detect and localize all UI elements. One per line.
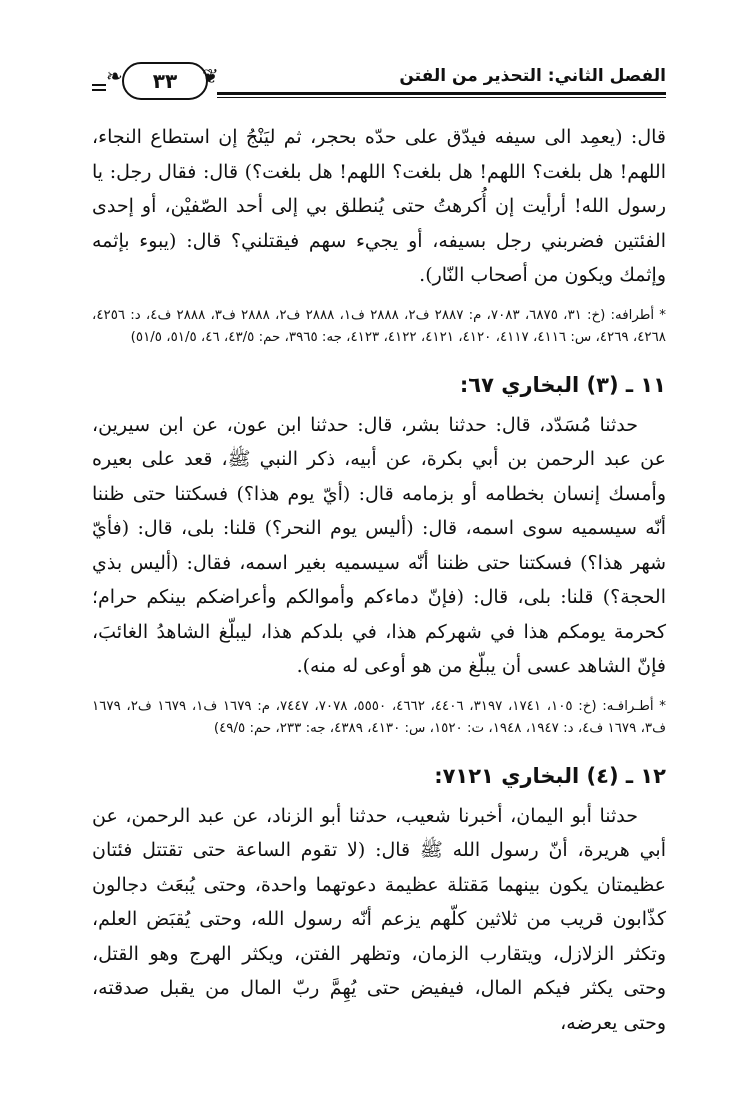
page-header <box>92 56 666 102</box>
header-dash <box>92 84 106 86</box>
hadith-heading: ١٢ ـ (٤) البخاري ٧١٢١: <box>434 763 666 788</box>
header-rule-thick <box>217 92 666 95</box>
header-dash <box>92 89 106 91</box>
header-rule-thin <box>217 97 666 98</box>
footnote-references: * أطرافه: (خ: ٣١، ٦٨٧٥، ٧٠٨٣، م: ٢٨٨٧ ف٢، ٢٨٨٨ ف١، ٢٨٨٨ ف٢، ٢٨٨٨ ف٣، ٢٨٨٨ ف٤، د: ٤٢٥٦، ٤٢٦٨، ٤٢٦٩، س: ٤١١٦، ٤١١٧، ٤١٢٠، ٤١٢١، ٤١٢٢، ٤١٢٣، جه: ٣٩٦٥، حم: ٤٣/٥، ٤٦، ٥١/٥، ٥١/٥) <box>92 307 666 345</box>
ornament-icon: ❦ <box>202 64 219 88</box>
hadith-heading: ١١ ـ (٣) البخاري ٦٧: <box>459 372 666 397</box>
footnote-references: * أطـرافـه: (خ: ١٠٥، ١٧٤١، ٣١٩٧، ٤٤٠٦، ٤٦٦٢، ٥٥٥٠، ٧٠٧٨، ٧٤٤٧، م: ١٦٧٩ ف١، ١٦٧٩ ف٢، ١٦٧٩ ف٣، ١٦٧٩ ف٤، د: ١٩٤٧، ١٩٤٨، ت: ١٥٢٠، س: ٤١٣٠، ٤٣٨٩، جه: ٢٣٣، حم: ٤٩/٥) <box>92 698 666 736</box>
hadith-text: حدثنا أبو اليمان، أخبرنا شعيب، حدثنا أبو الزناد، عن عبد الرحمن، عن أبي هريرة، أنّ رسول الله ﷺ قال: (لا تقوم الساعة حتى تقتتل فئتان عظيمتان يكون بينهما مَقتلة عظيمة دعوتهما واحدة، وحتى يُبعَث دجالون كذّابون قريب من ثلاثين كلّهم يزعم أنّه رسول الله، وحتى يُقبَض العلم، وتكثر الزلازل، ويتقارب الزمان، وتظهر الفتن، ويكثر الهرج وهو القتل، وحتى يكثر فيكم المال، فيفيض حتى يُهِمَّ ربّ المال من يقبل صدقته، وحتى يعرضه، <box>92 804 666 1034</box>
page-number: ٣٣ <box>152 69 178 93</box>
ornament-icon: ❧ <box>106 64 123 88</box>
page-content <box>92 120 666 1040</box>
running-head-title: الفصل الثاني: التحذير من الفتن <box>399 66 666 86</box>
hadith-text: قال: (يعمِد الى سيفه فيدّق على حدّه بحجر، ثم ليَنْجُ إن استطاع النجاء، اللهم! هل بلغت؟ اللهم! هل بلغت؟ اللهم! هل بلغت؟) قال: فقال رجل: يا رسول الله! أرأيت إن أُكرهتُ حتى يُنطلق بي إلى أحد الصّفيْن، أو إحدى الفئتين فضربني رجل بسيفه، أو يجيء سهم فيقتلني؟ قال: (يبوء بإثمه وإثمك ويكون من أصحاب النّار). <box>92 126 666 286</box>
page-number-badge <box>122 62 208 100</box>
hadith-text: حدثنا مُسَدّد، قال: حدثنا بشر، قال: حدثنا ابن عون، عن ابن سيرين، عن عبد الرحمن بن أبي بكرة، عن أبيه، ذكر النبي ﷺ، قعد على بعيره وأمسك إنسان بخطامه أو بزمامه قال: (أيّ يوم هذا؟) فسكتنا حتى ظننا أنّه سيسميه سوى اسمه، قال: (أليس يوم النحر؟) قلنا: بلى، قال: (فأيّ شهر هذا؟) فسكتنا حتى ظننا أنّه سيسميه بغير اسمه، فقال: (أليس بذي الحجة؟) قلنا: بلى، قال: (فإنّ دماءكم وأموالكم وأعراضكم بينكم حرام؛ كحرمة يومكم هذا في شهركم هذا، في بلدكم هذا، ليبلّغ الشاهدُ الغائبَ، فإنّ الشاهد عسى أن يبلّغ من هو أوعى له منه). <box>92 413 666 677</box>
